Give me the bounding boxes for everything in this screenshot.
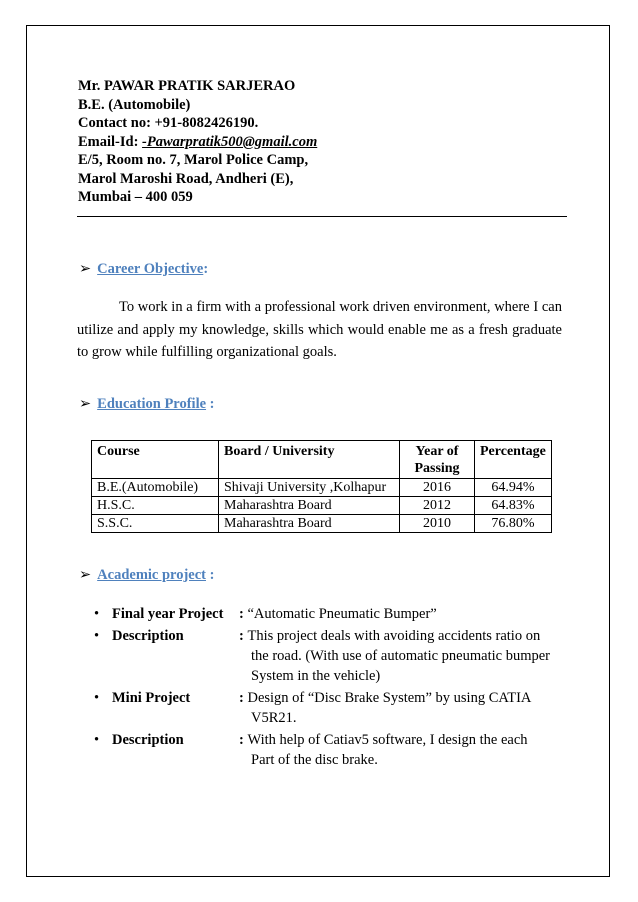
cell-board: Maharashtra Board (219, 515, 400, 533)
career-objective-text: To work in a firm with a professional work driven environment, where I can utilize and apply my knowledge, skills which would enable me as a fresh graduate to grow while fulfilling organizational goals. (77, 299, 562, 360)
bullet-icon: • (94, 732, 100, 748)
item-text: the road. (With use of automatic pneumatic bumper (251, 648, 550, 664)
academic-project-heading: ➢ Academic project : (79, 567, 215, 583)
table-row (92, 515, 552, 533)
item-label: Description (112, 628, 184, 644)
arrow-bullet-icon: ➢ (79, 567, 92, 583)
cell-course: H.S.C. (92, 497, 219, 515)
education-profile-link[interactable]: Education Profile (97, 396, 207, 412)
arrow-bullet-icon: ➢ (79, 261, 92, 277)
item-label: Description (112, 732, 184, 748)
item-label: Mini Project (112, 690, 191, 706)
cell-course: B.E.(Automobile) (92, 479, 219, 497)
column-header-board: Board / University (219, 441, 400, 479)
contact-number: Contact no: +91-8082426190. (78, 115, 259, 131)
address-line-3: Mumbai – 400 059 (78, 189, 193, 205)
item-text: Design of “Disc Brake System” by using CATIA (247, 690, 532, 706)
bullet-icon: • (94, 628, 100, 644)
cell-year: 2016 (400, 479, 475, 497)
column-header-course: Course (92, 441, 219, 479)
candidate-name: Mr. PAWAR PRATIK SARJERAO (78, 78, 296, 94)
email-link[interactable]: -Pawarpratik500@gmail.com (142, 133, 318, 150)
list-item: • Mini Project : Design of “Disc Brake System” by using CATIA V5R21. (94, 688, 574, 728)
address-line-2: Marol Maroshi Road, Andheri (E), (78, 170, 294, 187)
table-row (92, 479, 552, 497)
column-header-percentage: Percentage (475, 441, 552, 479)
item-text: System in the vehicle) (251, 668, 381, 684)
academic-project-list (94, 604, 574, 772)
list-item: • Description : With help of Catiav5 software, I design the each Part of the disc brake. (94, 730, 574, 770)
cell-year: 2010 (400, 515, 475, 533)
column-header-year: Year of Passing (400, 441, 475, 479)
email-label: Email-Id: (78, 133, 143, 150)
arrow-bullet-icon: ➢ (79, 396, 92, 412)
table-header-row (92, 441, 552, 479)
cell-year: 2012 (400, 497, 475, 515)
education-profile-heading: ➢ Education Profile : (79, 396, 215, 412)
academic-project-link[interactable]: Academic project (97, 567, 206, 583)
table-row (92, 497, 552, 515)
list-item: • Description : This project deals with avoiding accidents ratio on the road. (With use of automatic pneumatic bumper System in the vehicle) (94, 626, 574, 686)
bullet-icon: • (94, 690, 100, 706)
cell-percentage: 64.94% (475, 479, 552, 497)
bullet-icon: • (94, 606, 100, 622)
item-text: This project deals with avoiding accidents ratio on (247, 628, 541, 644)
item-text: “Automatic Pneumatic Bumper” (247, 606, 437, 622)
item-text: V5R21. (251, 710, 297, 726)
header-divider (77, 216, 567, 217)
email-line (78, 133, 317, 152)
cell-board: Shivaji University ,Kolhapur (219, 479, 400, 497)
degree: B.E. (Automobile) (78, 96, 191, 113)
career-objective-link[interactable]: Career Objective (97, 261, 204, 277)
cell-percentage: 76.80% (475, 515, 552, 533)
career-objective-heading: ➢ Career Objective: (79, 261, 209, 277)
cell-course: S.S.C. (92, 515, 219, 533)
resume-header (78, 77, 317, 207)
list-item: • Final year Project : “Automatic Pneumatic Bumper” (94, 606, 437, 622)
item-label: Final year Project (112, 606, 224, 622)
item-text: Part of the disc brake. (251, 752, 378, 768)
education-table (91, 440, 552, 533)
address-line-1: E/5, Room no. 7, Marol Police Camp, (78, 152, 309, 168)
item-text: With help of Catiav5 software, I design the each (247, 732, 528, 748)
cell-percentage: 64.83% (475, 497, 552, 515)
cell-board: Maharashtra Board (219, 497, 400, 515)
